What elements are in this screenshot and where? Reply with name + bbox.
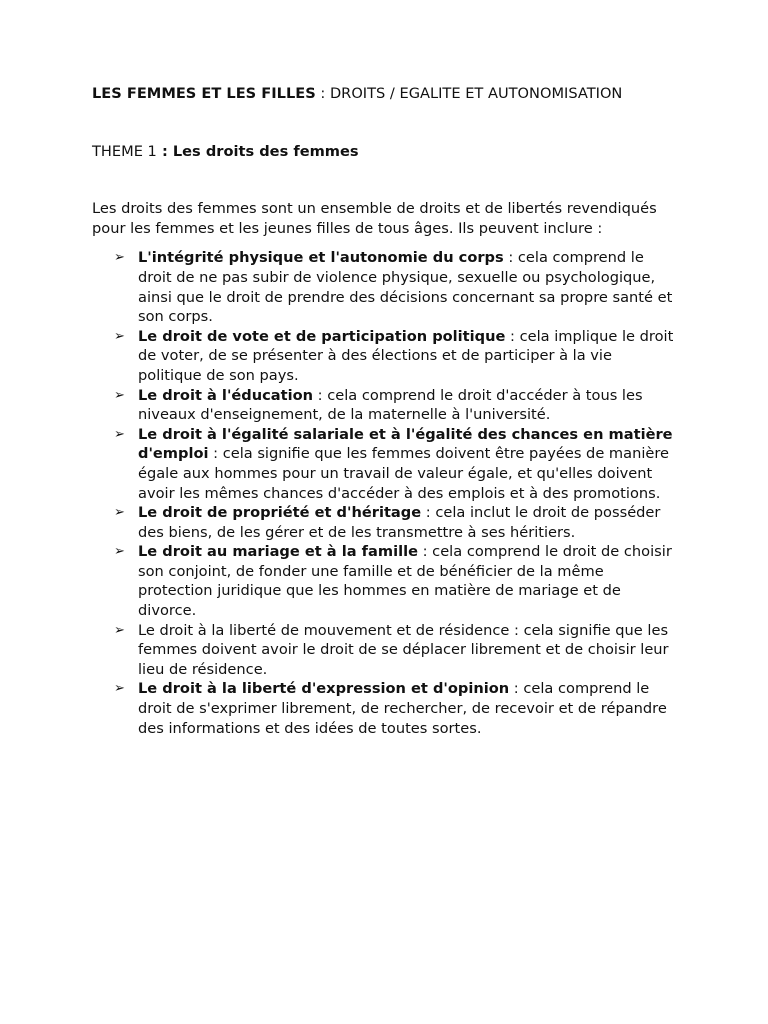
item-bold: Le droit au mariage et à la famille	[138, 543, 418, 561]
list-item	[92, 542, 678, 620]
item-bold: Le droit de propriété et d'héritage	[138, 504, 422, 522]
arrow-bullet-icon: ➢	[114, 250, 125, 266]
arrow-bullet-icon: ➢	[114, 622, 125, 638]
theme-title: : Les droits des femmes	[156, 142, 359, 160]
list-item	[92, 386, 678, 425]
item-text: : cela signifie que les femmes doivent être payées de manière égale aux hommes pour un travail de valeur égale, et qu'elles doivent avoir les mêmes chances d'accéder à des emplois et à des promotions.	[138, 445, 670, 502]
item-bold: Le droit de vote et de participation politique	[138, 327, 506, 345]
item-text: : cela comprend le droit de choisir son conjoint, de fonder une famille et de bénéficier de la même protection juridique que les hommes en matière de mariage et de divorce.	[138, 543, 672, 620]
list-item	[92, 327, 678, 386]
item-bold: Le droit à la liberté d'expression et d'opinion	[138, 680, 510, 698]
arrow-bullet-icon: ➢	[114, 328, 125, 344]
rights-list	[92, 248, 692, 738]
list-item	[92, 679, 678, 738]
document-page	[92, 84, 692, 738]
title-bold: LES FEMMES ET LES FILLES	[92, 85, 316, 102]
list-item	[92, 248, 678, 326]
item-text: : cela comprend le droit de s'exprimer librement, de rechercher, de recevoir et de répandre des informations et des idées de toutes sortes.	[138, 680, 667, 737]
item-text: : cela implique le droit de voter, de se présenter à des élections et de participer à la vie politique de son pays.	[138, 327, 674, 384]
intro-paragraph: Les droits des femmes sont un ensemble de droits et de libertés revendiqués pour les femmes et les jeunes filles de tous âges. Ils peuvent inclure :	[92, 200, 657, 237]
item-text: : cela inclut le droit de posséder des biens, de les gérer et de les transmettre à ses héritiers.	[138, 504, 661, 541]
arrow-bullet-icon: ➢	[114, 681, 125, 697]
arrow-bullet-icon: ➢	[114, 544, 125, 560]
item-text: : cela comprend le droit de ne pas subir de violence physique, sexuelle ou psychologique, ainsi que le droit de prendre des décisions concernant sa propre santé et son corps.	[138, 249, 673, 326]
item-bold: Le droit à l'égalité salariale et à l'égalité des chances en matière d'emploi	[138, 425, 673, 463]
arrow-bullet-icon: ➢	[114, 505, 125, 521]
title-rest: : DROITS / EGALITE ET AUTONOMISATION	[315, 85, 623, 102]
list-item	[92, 425, 678, 503]
item-text: Le droit à la liberté de mouvement et de résidence : cela signifie que les femmes doivent avoir le droit de se déplacer librement et de choisir leur lieu de résidence.	[138, 621, 669, 678]
list-item	[92, 503, 678, 542]
arrow-bullet-icon: ➢	[114, 426, 125, 442]
document-title	[92, 84, 692, 104]
arrow-bullet-icon: ➢	[114, 387, 125, 403]
list-item	[92, 621, 678, 680]
theme-heading	[92, 142, 692, 162]
item-bold: Le droit à l'éducation	[138, 386, 314, 404]
item-text: : cela comprend le droit d'accéder à tous les niveaux d'enseignement, de la maternelle à l'université.	[138, 386, 643, 424]
theme-label: THEME 1	[92, 142, 157, 160]
item-bold: L'intégrité physique et l'autonomie du corps	[138, 249, 504, 267]
